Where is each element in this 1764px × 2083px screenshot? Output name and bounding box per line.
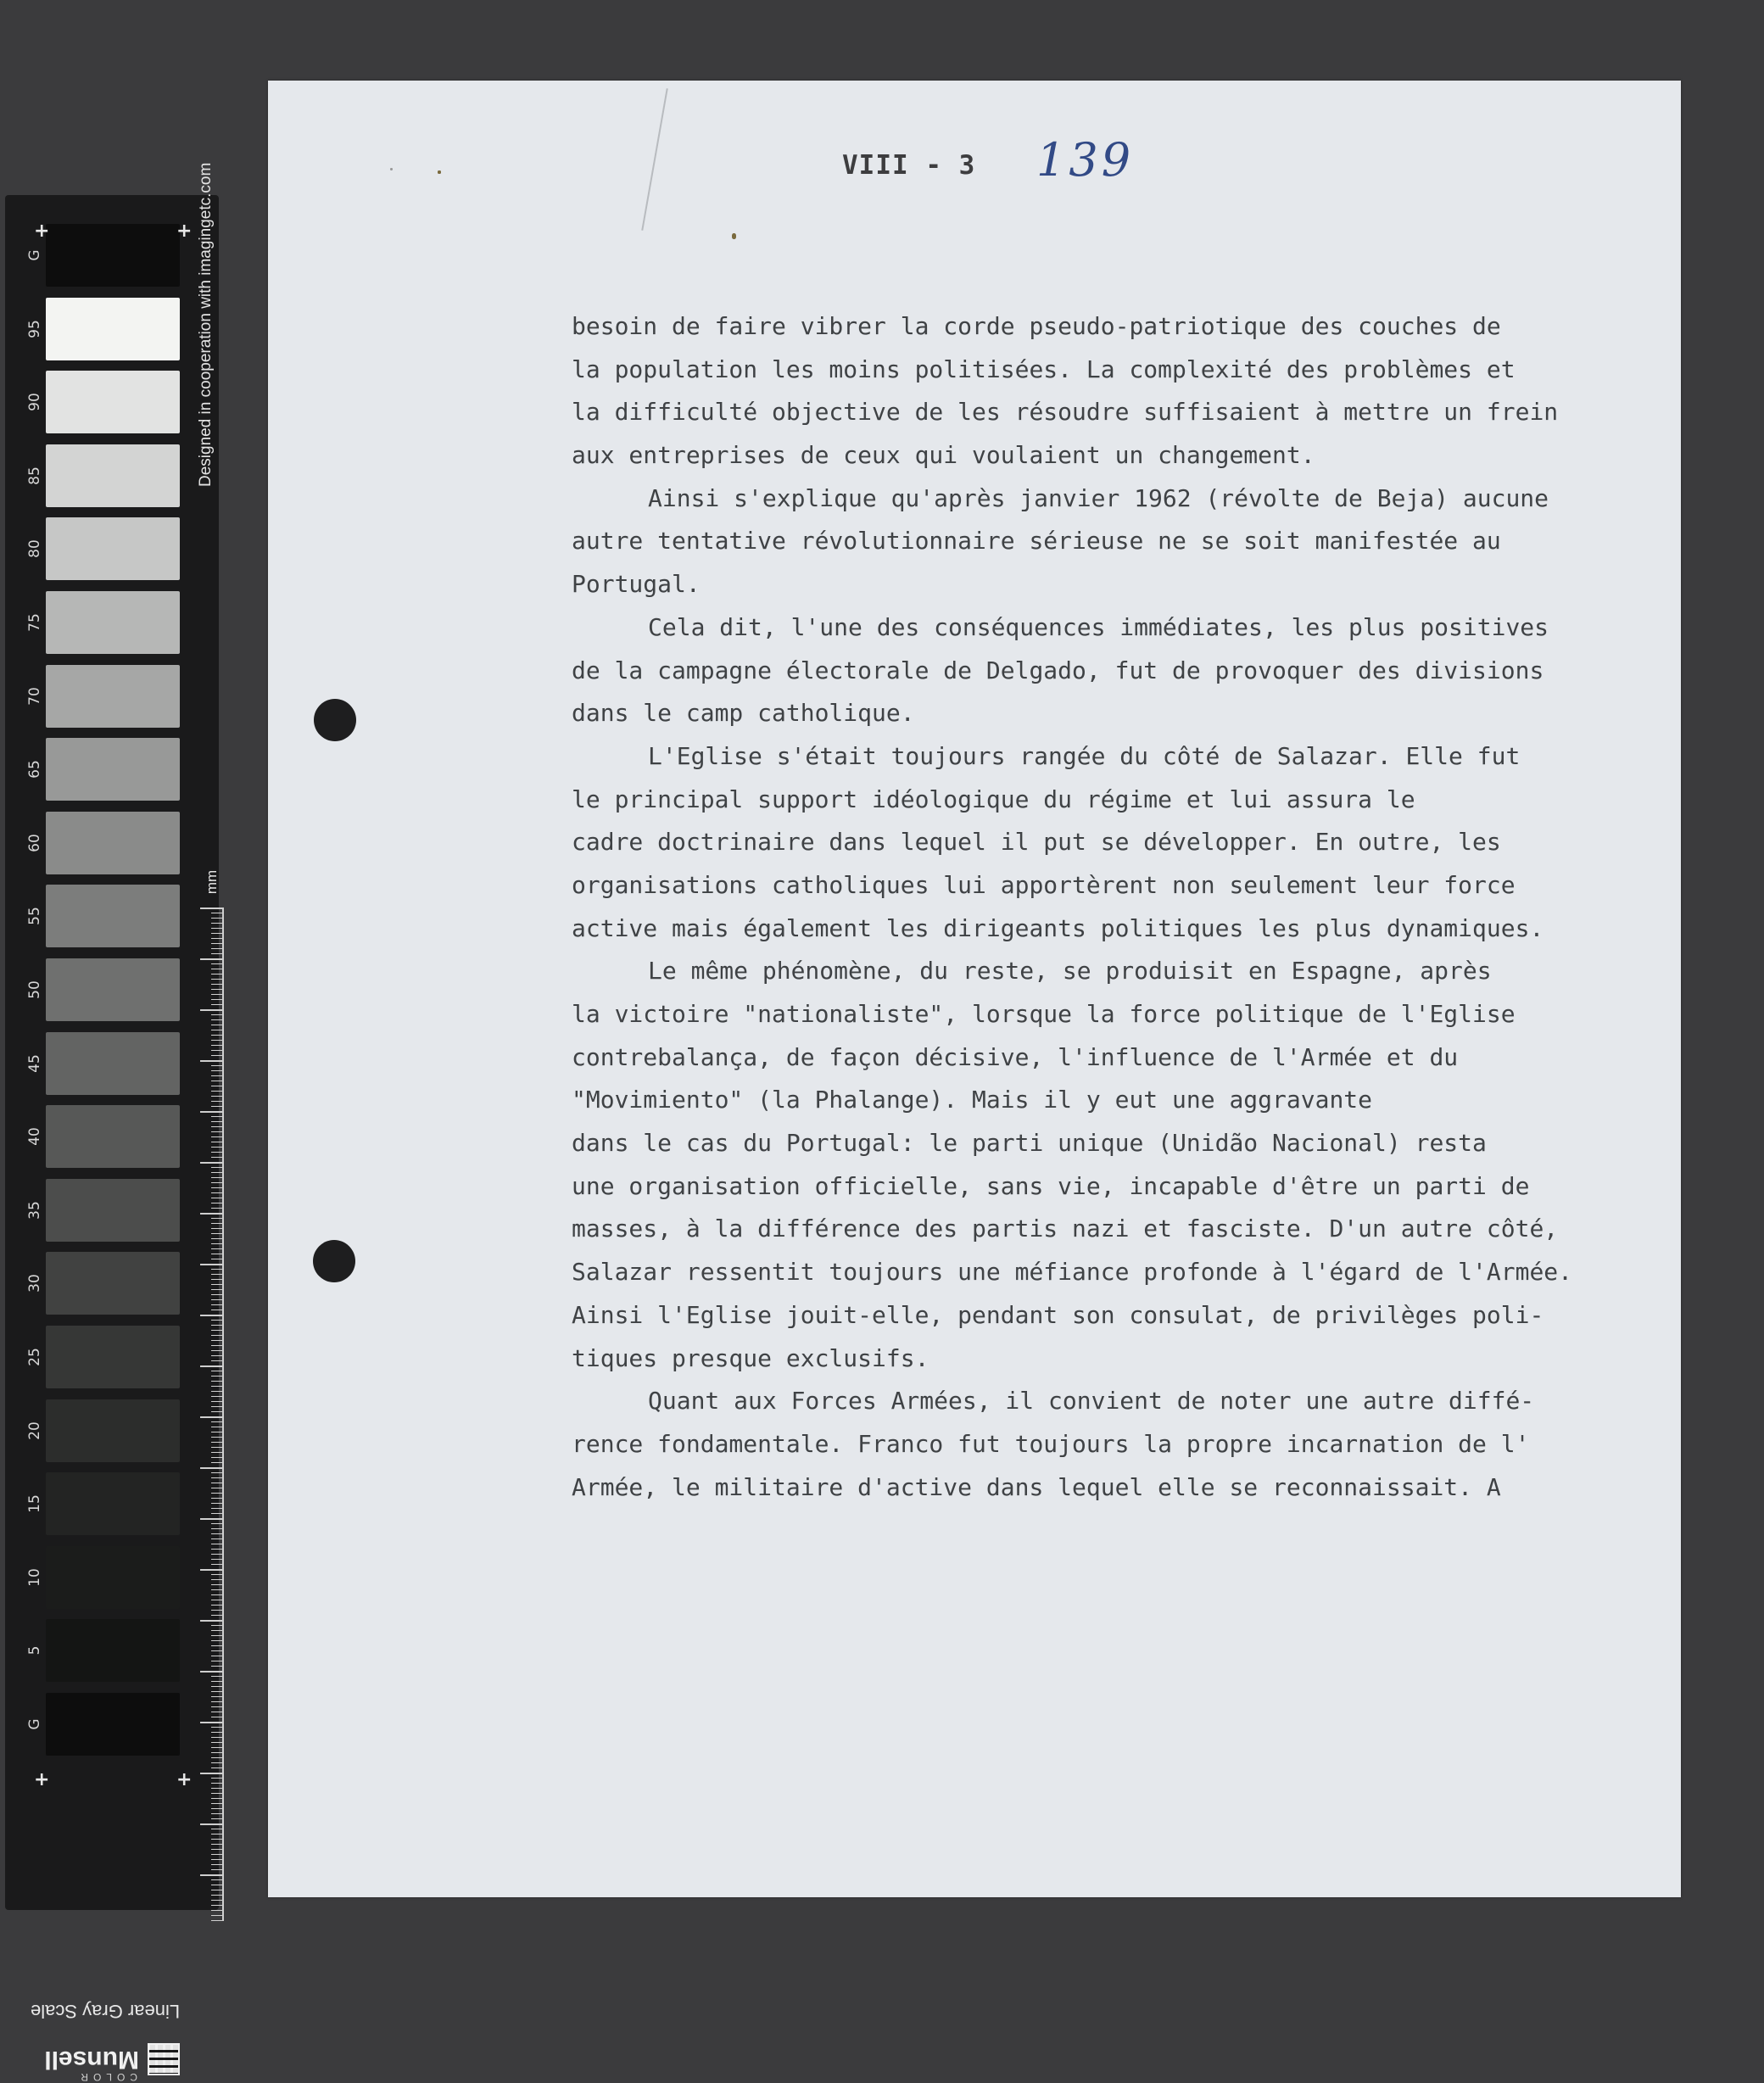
paper-speck [390, 168, 393, 170]
paper-speck [438, 170, 441, 174]
text-line: de la campagne électorale de Delgado, fut de provoquer des divisions [572, 656, 1544, 684]
text-line: dans le cas du Portugal: le parti unique (Unidão Nacional) resta [572, 1129, 1487, 1158]
gray-patch [46, 665, 180, 728]
text-line: Quant aux Forces Armées, il convient de noter une autre diffé- [648, 1387, 1535, 1416]
text-line: dans le camp catholique. [572, 699, 915, 728]
text-line: Portugal. [572, 570, 701, 599]
gray-patch [46, 1252, 180, 1315]
patch-label: 15 [26, 1494, 43, 1514]
text-line: cadre doctrinaire dans lequel il put se développer. En outre, les [572, 828, 1501, 857]
patch-label: 25 [26, 1348, 43, 1366]
text-line: Salazar ressentit toujours une méfiance profonde à l'égard de l'Armée. [572, 1258, 1573, 1287]
gray-patch [46, 1326, 180, 1388]
gray-patch [46, 444, 180, 507]
gray-patch [46, 1399, 180, 1462]
text-line: le principal support idéologique du régime et lui assura le [572, 785, 1415, 813]
patch-label: 50 [26, 980, 43, 999]
patch-label: 85 [26, 466, 43, 485]
patch-label: 10 [26, 1567, 43, 1587]
patch-label: 45 [26, 1053, 43, 1073]
text-line: organisations catholiques lui apportèrent non seulement leur force [572, 870, 1516, 899]
text-line: Le même phénomène, du reste, se produisit en Espagne, après [648, 957, 1492, 986]
text-line: Ainsi l'Eglise jouit-elle, pendant son consulat, de privilèges poli- [572, 1300, 1544, 1329]
text-line: besoin de faire vibrer la corde pseudo-patriotique des couches de [572, 312, 1501, 340]
patch-label: 95 [26, 319, 43, 338]
handwritten-folio: 139 [1036, 133, 1135, 187]
patch-label: G [26, 1718, 43, 1730]
paper-speck [732, 233, 736, 239]
gray-patch [46, 958, 180, 1021]
text-line: rence fondamentale. Franco fut toujours la propre incarnation de l' [572, 1429, 1530, 1458]
scale-title: Linear Gray Scale [31, 2001, 181, 2022]
patch-label: 20 [26, 1421, 43, 1440]
gray-patch [46, 517, 180, 580]
gray-patch [46, 885, 180, 947]
gray-patch [46, 1546, 180, 1609]
document-page [268, 81, 1681, 1897]
patch-label: 75 [26, 613, 43, 632]
typed-body-text [572, 305, 1640, 1509]
text-line: Armée, le militaire d'active dans lequel elle se reconnaissait. A [572, 1472, 1501, 1501]
text-line: Ainsi s'explique qu'après janvier 1962 (révolte de Beja) aucune [648, 483, 1549, 512]
gray-patch [46, 298, 180, 360]
brand-sub: COLOR [75, 2071, 137, 2083]
gray-patch [46, 812, 180, 874]
patch-label: 40 [26, 1127, 43, 1147]
text-line: une organisation officielle, sans vie, incapable d'être un parti de [572, 1171, 1530, 1200]
gray-patch [46, 1179, 180, 1242]
plus-mark: + [34, 221, 50, 242]
munsell-logo [36, 2042, 180, 2083]
patch-label: 55 [26, 907, 43, 926]
gray-patch [46, 224, 180, 287]
text-line: "Movimiento" (la Phalange). Mais il y eut une aggravante [572, 1086, 1373, 1114]
text-line: tiques presque exclusifs. [572, 1343, 929, 1372]
mm-label: mm [204, 869, 220, 895]
patch-label: 30 [26, 1274, 43, 1293]
patch-label: 80 [26, 539, 43, 559]
text-line: autre tentative révolutionnaire sérieuse ne se soit manifestée au [572, 527, 1501, 556]
gray-patch [46, 1472, 180, 1535]
patch-label: 90 [26, 393, 43, 412]
punch-hole [313, 1240, 355, 1282]
punch-hole [314, 699, 356, 741]
text-line: la victoire "nationaliste", lorsque la force politique de l'Eglise [572, 1000, 1516, 1028]
patch-label: 65 [26, 760, 43, 779]
brand-name: Munsell [44, 2046, 139, 2074]
gray-patch [46, 371, 180, 433]
gray-patch [46, 591, 180, 654]
gray-patch [46, 1105, 180, 1168]
fold-mark [641, 88, 667, 231]
text-line: contrebalança, de façon décisive, l'influence de l'Armée et du [572, 1042, 1459, 1071]
patch-label: 60 [26, 833, 43, 852]
patch-label: 70 [26, 686, 43, 706]
text-line: active mais également les dirigeants politiques les plus dynamiques. [572, 913, 1544, 942]
plus-mark: + [34, 1769, 50, 1790]
munsell-grid-icon [148, 2043, 180, 2075]
plus-mark: + [176, 1769, 193, 1790]
text-line: Cela dit, l'une des conséquences immédiates, les plus positives [648, 612, 1549, 641]
plus-mark: + [176, 221, 193, 242]
text-line: aux entreprises de ceux qui voulaient un changement. [572, 441, 1315, 470]
gray-patch [46, 1693, 180, 1756]
mm-ruler [200, 907, 224, 1921]
text-line: L'Eglise s'était toujours rangée du côté de Salazar. Elle fut [648, 741, 1521, 770]
gray-scale-card: G 95 90 85 80 75 70 65 60 55 50 45 40 35 30 25 20 15 10 5 G + + + + Designed in cooperation with imagingetc.com mm Linear Gray Scale Munsell COLOR [5, 195, 219, 1910]
text-line: la difficulté objective de les résoudre suffisaient à mettre un frein [572, 398, 1559, 427]
patch-label: 5 [26, 1645, 43, 1656]
page-header: VIII - 3 [842, 150, 976, 181]
text-line: masses, à la différence des partis nazi et fasciste. D'un autre côté, [572, 1215, 1559, 1243]
gray-patch [46, 1032, 180, 1095]
patch-label: G [26, 249, 43, 261]
gray-patch [46, 1619, 180, 1682]
text-line: la population les moins politisées. La complexité des problèmes et [572, 355, 1516, 383]
gray-patch [46, 738, 180, 801]
patch-label: 35 [26, 1200, 43, 1220]
